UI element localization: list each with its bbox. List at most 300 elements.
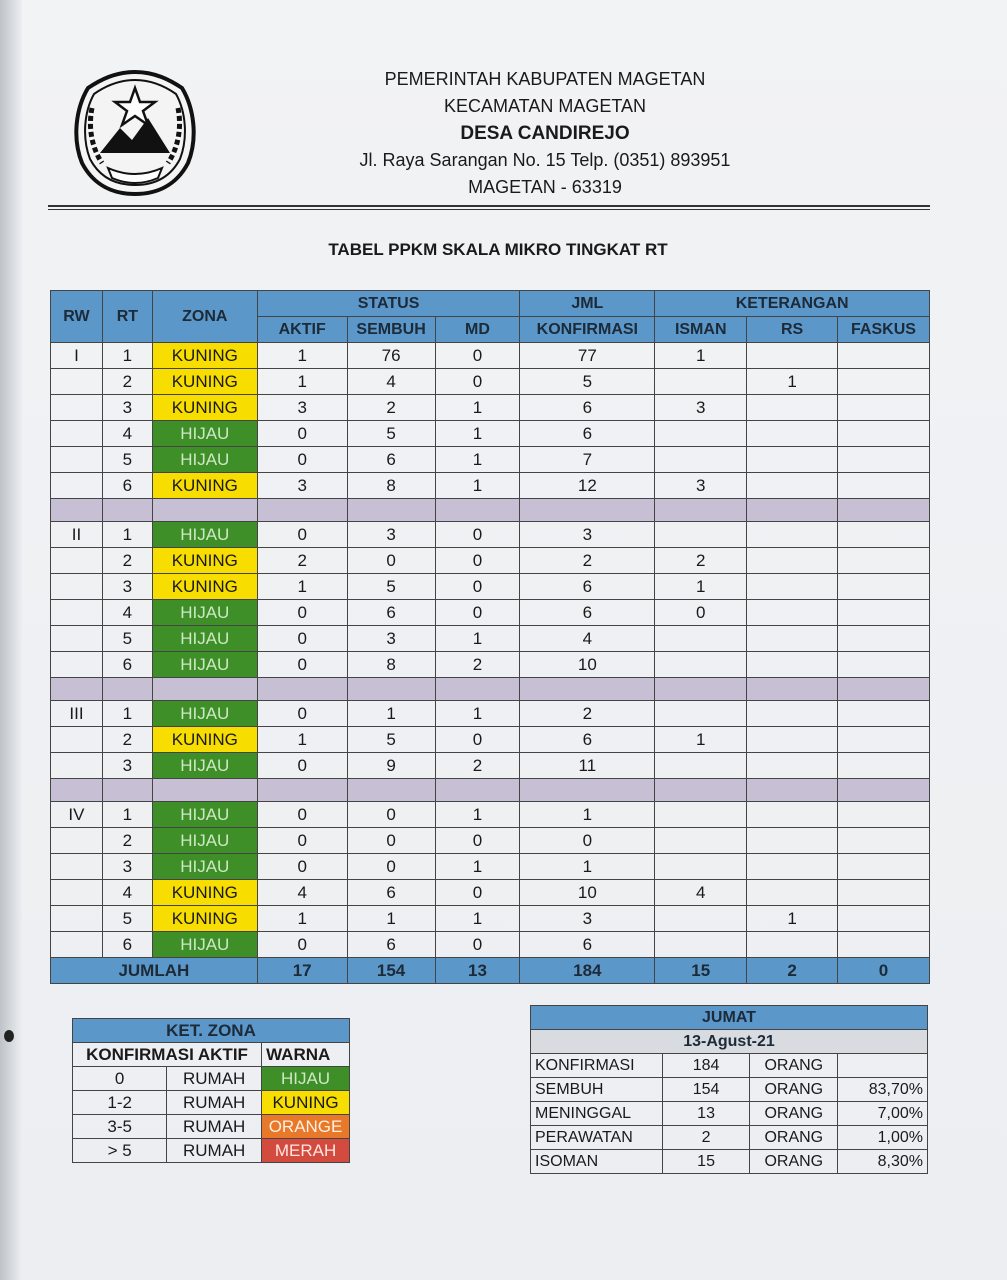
cell-sembuh: 5 xyxy=(347,574,435,600)
cell-jml: 6 xyxy=(520,421,655,447)
separator-cell xyxy=(257,779,347,802)
separator-cell xyxy=(837,499,929,522)
cell-zona: HIJAU xyxy=(152,522,257,548)
zone-legend xyxy=(72,1018,350,1163)
cell-md: 1 xyxy=(435,802,520,828)
separator-cell xyxy=(152,779,257,802)
cell-rt: 1 xyxy=(102,802,152,828)
table-row xyxy=(51,574,930,600)
total-aktif: 17 xyxy=(257,958,347,984)
cell-jml: 6 xyxy=(520,395,655,421)
cell-faskus xyxy=(837,802,929,828)
cell-isman xyxy=(655,421,747,447)
separator-cell xyxy=(102,678,152,701)
cell-aktif: 2 xyxy=(257,548,347,574)
table-row xyxy=(51,395,930,421)
table-row xyxy=(51,473,930,499)
cell-rs xyxy=(747,548,838,574)
cell-rt: 1 xyxy=(102,343,152,369)
legend-row xyxy=(73,1139,350,1163)
separator-cell xyxy=(520,678,655,701)
cell-md: 1 xyxy=(435,906,520,932)
header-status: STATUS xyxy=(257,291,520,317)
cell-rs xyxy=(747,421,838,447)
cell-jml: 10 xyxy=(520,880,655,906)
cell-rs xyxy=(747,828,838,854)
table-row xyxy=(51,701,930,727)
cell-sembuh: 5 xyxy=(347,421,435,447)
total-row xyxy=(51,958,930,984)
cell-sembuh: 0 xyxy=(347,828,435,854)
cell-jml: 2 xyxy=(520,548,655,574)
letterhead-rule xyxy=(48,205,930,207)
cell-aktif: 0 xyxy=(257,600,347,626)
table-row xyxy=(51,727,930,753)
cell-rs xyxy=(747,880,838,906)
summary-label: ISOMAN xyxy=(531,1150,663,1174)
cell-isman xyxy=(655,652,747,678)
summary-value: 154 xyxy=(662,1078,750,1102)
summary-row xyxy=(531,1054,928,1078)
cell-md: 0 xyxy=(435,932,520,958)
cell-md: 0 xyxy=(435,548,520,574)
cell-faskus xyxy=(837,701,929,727)
cell-rt: 3 xyxy=(102,574,152,600)
header-konfirmasi: KONFIRMASI xyxy=(520,317,655,343)
cell-md: 1 xyxy=(435,395,520,421)
summary-percent: 1,00% xyxy=(838,1126,928,1150)
cell-md: 1 xyxy=(435,447,520,473)
cell-rs xyxy=(747,600,838,626)
legend-unit: RUMAH xyxy=(167,1115,262,1139)
cell-sembuh: 6 xyxy=(347,447,435,473)
cell-zona: HIJAU xyxy=(152,652,257,678)
cell-faskus xyxy=(837,932,929,958)
ppkm-table-body xyxy=(51,343,930,984)
cell-rt: 5 xyxy=(102,447,152,473)
cell-rs xyxy=(747,473,838,499)
cell-isman xyxy=(655,626,747,652)
letterhead-rule-thin xyxy=(48,209,930,210)
table-row xyxy=(51,343,930,369)
total-sembuh: 154 xyxy=(347,958,435,984)
summary-row xyxy=(531,1078,928,1102)
cell-rs xyxy=(747,802,838,828)
separator-cell xyxy=(747,678,838,701)
cell-jml: 1 xyxy=(520,854,655,880)
cell-zona: KUNING xyxy=(152,727,257,753)
cell-zona: KUNING xyxy=(152,473,257,499)
cell-rt: 1 xyxy=(102,522,152,548)
table-row xyxy=(51,828,930,854)
separator-cell xyxy=(837,779,929,802)
cell-md: 0 xyxy=(435,727,520,753)
cell-md: 0 xyxy=(435,828,520,854)
legend-color: KUNING xyxy=(262,1091,350,1115)
cell-jml: 5 xyxy=(520,369,655,395)
header-rt: RT xyxy=(102,291,152,343)
table-row xyxy=(51,802,930,828)
legend-row xyxy=(73,1091,350,1115)
legend-header-konfirmasi: KONFIRMASI AKTIF xyxy=(73,1043,262,1067)
cell-sembuh: 8 xyxy=(347,473,435,499)
cell-rw xyxy=(51,753,103,779)
total-md: 13 xyxy=(435,958,520,984)
cell-rs xyxy=(747,447,838,473)
separator-cell xyxy=(655,499,747,522)
cell-rw xyxy=(51,932,103,958)
cell-rs xyxy=(747,652,838,678)
cell-aktif: 1 xyxy=(257,574,347,600)
total-jml: 184 xyxy=(520,958,655,984)
cell-rw xyxy=(51,727,103,753)
cell-faskus xyxy=(837,473,929,499)
cell-rt: 2 xyxy=(102,727,152,753)
table-row xyxy=(51,880,930,906)
cell-jml: 2 xyxy=(520,701,655,727)
cell-aktif: 0 xyxy=(257,701,347,727)
header-faskus: FASKUS xyxy=(837,317,929,343)
legend-title: KET. ZONA xyxy=(73,1019,350,1043)
cell-rt: 5 xyxy=(102,626,152,652)
cell-rt: 6 xyxy=(102,473,152,499)
cell-faskus xyxy=(837,906,929,932)
cell-faskus xyxy=(837,652,929,678)
cell-jml: 7 xyxy=(520,447,655,473)
summary-date: 13-Agust-21 xyxy=(531,1030,928,1054)
cell-jml: 3 xyxy=(520,906,655,932)
cell-zona: KUNING xyxy=(152,395,257,421)
cell-aktif: 0 xyxy=(257,626,347,652)
cell-md: 1 xyxy=(435,421,520,447)
summary-value: 13 xyxy=(662,1102,750,1126)
separator-cell xyxy=(435,499,520,522)
summary-percent: 83,70% xyxy=(838,1078,928,1102)
cell-rt: 5 xyxy=(102,906,152,932)
cell-rt: 3 xyxy=(102,854,152,880)
cell-rw: IV xyxy=(51,802,103,828)
cell-rt: 3 xyxy=(102,395,152,421)
header-jml: JML xyxy=(520,291,655,317)
separator-cell xyxy=(51,678,103,701)
cell-isman: 3 xyxy=(655,395,747,421)
total-isman: 15 xyxy=(655,958,747,984)
cell-faskus xyxy=(837,574,929,600)
separator-cell xyxy=(655,779,747,802)
separator-cell xyxy=(435,678,520,701)
header-rs: RS xyxy=(747,317,838,343)
cell-rt: 3 xyxy=(102,753,152,779)
separator-cell xyxy=(747,779,838,802)
cell-rs xyxy=(747,574,838,600)
total-faskus: 0 xyxy=(837,958,929,984)
group-separator-row xyxy=(51,499,930,522)
legend-row xyxy=(73,1115,350,1139)
cell-rw xyxy=(51,395,103,421)
cell-md: 0 xyxy=(435,522,520,548)
cell-faskus xyxy=(837,395,929,421)
legend-row xyxy=(73,1067,350,1091)
cell-jml: 12 xyxy=(520,473,655,499)
cell-rs xyxy=(747,626,838,652)
summary-body xyxy=(531,1054,928,1174)
cell-faskus xyxy=(837,727,929,753)
summary-percent xyxy=(838,1054,928,1078)
legend-unit: RUMAH xyxy=(167,1139,262,1163)
cell-jml: 3 xyxy=(520,522,655,548)
summary-value: 2 xyxy=(662,1126,750,1150)
separator-cell xyxy=(152,499,257,522)
cell-rs xyxy=(747,932,838,958)
cell-sembuh: 1 xyxy=(347,701,435,727)
cell-rw xyxy=(51,447,103,473)
separator-cell xyxy=(655,678,747,701)
cell-md: 0 xyxy=(435,343,520,369)
cell-sembuh: 8 xyxy=(347,652,435,678)
cell-isman xyxy=(655,701,747,727)
table-row xyxy=(51,421,930,447)
cell-jml: 6 xyxy=(520,727,655,753)
cell-aktif: 0 xyxy=(257,802,347,828)
cell-aktif: 0 xyxy=(257,854,347,880)
separator-cell xyxy=(347,779,435,802)
letterhead-village: DESA CANDIREJO xyxy=(460,123,630,144)
letterhead-district: KECAMATAN MAGETAN xyxy=(443,96,647,116)
summary-row xyxy=(531,1126,928,1150)
page-edge-shadow xyxy=(0,0,22,1280)
table-row xyxy=(51,522,930,548)
cell-rt: 2 xyxy=(102,548,152,574)
cell-zona: KUNING xyxy=(152,369,257,395)
cell-faskus xyxy=(837,421,929,447)
separator-cell xyxy=(51,499,103,522)
separator-cell xyxy=(102,779,152,802)
cell-zona: KUNING xyxy=(152,548,257,574)
summary-percent: 7,00% xyxy=(838,1102,928,1126)
summary-label: MENINGGAL xyxy=(531,1102,663,1126)
header-isman: ISMAN xyxy=(655,317,747,343)
separator-cell xyxy=(152,678,257,701)
header-sembuh: SEMBUH xyxy=(347,317,435,343)
cell-isman: 4 xyxy=(655,880,747,906)
summary-percent: 8,30% xyxy=(838,1150,928,1174)
cell-sembuh: 1 xyxy=(347,906,435,932)
cell-sembuh: 76 xyxy=(347,343,435,369)
cell-faskus xyxy=(837,369,929,395)
cell-isman xyxy=(655,753,747,779)
cell-sembuh: 9 xyxy=(347,753,435,779)
cell-rw xyxy=(51,652,103,678)
cell-md: 2 xyxy=(435,652,520,678)
table-row xyxy=(51,652,930,678)
cell-rw xyxy=(51,574,103,600)
cell-faskus xyxy=(837,854,929,880)
cell-rs xyxy=(747,395,838,421)
table-row xyxy=(51,369,930,395)
cell-zona: KUNING xyxy=(152,906,257,932)
cell-sembuh: 0 xyxy=(347,548,435,574)
group-separator-row xyxy=(51,678,930,701)
summary-table xyxy=(530,1005,928,1174)
ppkm-table xyxy=(50,290,930,984)
summary-label: KONFIRMASI xyxy=(531,1054,663,1078)
table-row xyxy=(51,854,930,880)
cell-jml: 77 xyxy=(520,343,655,369)
table-row xyxy=(51,932,930,958)
summary-day: JUMAT xyxy=(531,1006,928,1030)
cell-faskus xyxy=(837,828,929,854)
cell-sembuh: 6 xyxy=(347,880,435,906)
cell-aktif: 1 xyxy=(257,343,347,369)
cell-aktif: 0 xyxy=(257,421,347,447)
cell-isman xyxy=(655,932,747,958)
cell-isman xyxy=(655,802,747,828)
cell-rt: 4 xyxy=(102,880,152,906)
cell-aktif: 0 xyxy=(257,652,347,678)
cell-rw xyxy=(51,548,103,574)
cell-sembuh: 3 xyxy=(347,522,435,548)
cell-zona: HIJAU xyxy=(152,854,257,880)
summary-unit: ORANG xyxy=(750,1150,838,1174)
cell-rs xyxy=(747,343,838,369)
cell-sembuh: 4 xyxy=(347,369,435,395)
letterhead-address: Jl. Raya Sarangan No. 15 Telp. (0351) 893951 xyxy=(359,150,731,170)
summary-row xyxy=(531,1150,928,1174)
cell-rs xyxy=(747,753,838,779)
cell-jml: 1 xyxy=(520,802,655,828)
cell-isman: 1 xyxy=(655,343,747,369)
cell-isman: 2 xyxy=(655,548,747,574)
cell-rw: II xyxy=(51,522,103,548)
magetan-regency-emblem-icon xyxy=(70,68,200,198)
cell-sembuh: 2 xyxy=(347,395,435,421)
cell-aktif: 0 xyxy=(257,447,347,473)
cell-rt: 4 xyxy=(102,600,152,626)
letterhead-city: MAGETAN - 63319 xyxy=(468,177,622,197)
cell-jml: 6 xyxy=(520,932,655,958)
cell-jml: 6 xyxy=(520,600,655,626)
summary-label: SEMBUH xyxy=(531,1078,663,1102)
cell-jml: 11 xyxy=(520,753,655,779)
summary-label: PERAWATAN xyxy=(531,1126,663,1150)
separator-cell xyxy=(257,678,347,701)
summary-row xyxy=(531,1102,928,1126)
cell-isman: 0 xyxy=(655,600,747,626)
cell-rw xyxy=(51,906,103,932)
separator-cell xyxy=(257,499,347,522)
cell-rw xyxy=(51,626,103,652)
separator-cell xyxy=(51,779,103,802)
cell-sembuh: 6 xyxy=(347,932,435,958)
document-title: TABEL PPKM SKALA MIKRO TINGKAT RT xyxy=(328,240,668,259)
cell-aktif: 1 xyxy=(257,369,347,395)
letterhead-government: PEMERINTAH KABUPATEN MAGETAN xyxy=(384,69,706,89)
cell-zona: HIJAU xyxy=(152,753,257,779)
total-rs: 2 xyxy=(747,958,838,984)
header-rw: RW xyxy=(51,291,103,343)
cell-isman: 1 xyxy=(655,727,747,753)
cell-isman xyxy=(655,369,747,395)
separator-cell xyxy=(837,678,929,701)
cell-faskus xyxy=(837,522,929,548)
cell-md: 0 xyxy=(435,600,520,626)
cell-rw xyxy=(51,369,103,395)
header-zona: ZONA xyxy=(152,291,257,343)
cell-aktif: 1 xyxy=(257,906,347,932)
cell-isman xyxy=(655,522,747,548)
cell-rw xyxy=(51,880,103,906)
legend-color: MERAH xyxy=(262,1139,350,1163)
binder-hole xyxy=(4,1030,14,1042)
legend-header-warna: WARNA xyxy=(262,1043,350,1067)
cell-jml: 4 xyxy=(520,626,655,652)
cell-rt: 6 xyxy=(102,652,152,678)
table-row xyxy=(51,600,930,626)
summary-unit: ORANG xyxy=(750,1078,838,1102)
summary-unit: ORANG xyxy=(750,1126,838,1150)
cell-rw xyxy=(51,854,103,880)
cell-md: 0 xyxy=(435,574,520,600)
cell-rt: 6 xyxy=(102,932,152,958)
cell-faskus xyxy=(837,343,929,369)
cell-zona: HIJAU xyxy=(152,421,257,447)
cell-rw xyxy=(51,828,103,854)
cell-aktif: 0 xyxy=(257,522,347,548)
cell-faskus xyxy=(837,626,929,652)
legend-range: 1-2 xyxy=(73,1091,167,1115)
cell-zona: HIJAU xyxy=(152,828,257,854)
cell-isman: 3 xyxy=(655,473,747,499)
legend-body xyxy=(73,1067,350,1163)
cell-sembuh: 5 xyxy=(347,727,435,753)
cell-jml: 6 xyxy=(520,574,655,600)
cell-faskus xyxy=(837,880,929,906)
cell-rt: 2 xyxy=(102,828,152,854)
cell-rs xyxy=(747,854,838,880)
cell-rw: I xyxy=(51,343,103,369)
cell-md: 0 xyxy=(435,880,520,906)
cell-faskus xyxy=(837,447,929,473)
cell-sembuh: 0 xyxy=(347,802,435,828)
separator-cell xyxy=(435,779,520,802)
cell-zona: HIJAU xyxy=(152,626,257,652)
cell-zona: HIJAU xyxy=(152,802,257,828)
legend-color: HIJAU xyxy=(262,1067,350,1091)
cell-aktif: 0 xyxy=(257,828,347,854)
table-row xyxy=(51,447,930,473)
legend-range: 0 xyxy=(73,1067,167,1091)
cell-zona: KUNING xyxy=(152,574,257,600)
cell-zona: HIJAU xyxy=(152,600,257,626)
cell-aktif: 0 xyxy=(257,932,347,958)
letterhead xyxy=(300,66,790,201)
legend-unit: RUMAH xyxy=(167,1067,262,1091)
cell-isman xyxy=(655,906,747,932)
legend-color: ORANGE xyxy=(262,1115,350,1139)
cell-rw: III xyxy=(51,701,103,727)
cell-rt: 1 xyxy=(102,701,152,727)
cell-jml: 0 xyxy=(520,828,655,854)
cell-md: 1 xyxy=(435,626,520,652)
summary-unit: ORANG xyxy=(750,1102,838,1126)
cell-aktif: 4 xyxy=(257,880,347,906)
legend-range: > 5 xyxy=(73,1139,167,1163)
cell-zona: HIJAU xyxy=(152,932,257,958)
table-row xyxy=(51,753,930,779)
cell-rs: 1 xyxy=(747,906,838,932)
cell-sembuh: 0 xyxy=(347,854,435,880)
group-separator-row xyxy=(51,779,930,802)
